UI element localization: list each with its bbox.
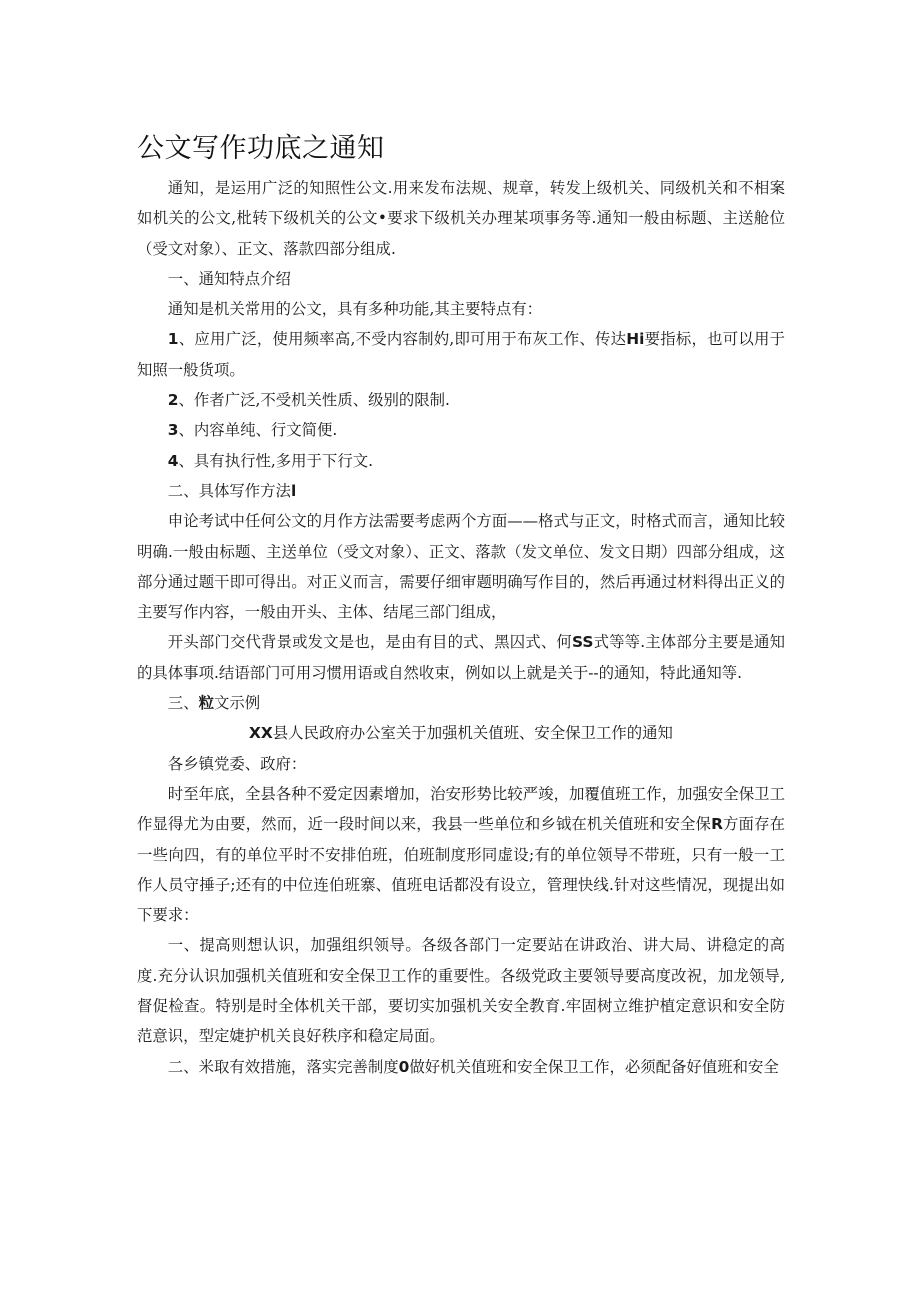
feature-text: 、具有执行性,多用于下行文. (178, 451, 373, 470)
section-2-paragraph-2 (137, 627, 785, 688)
example-salutation: 各乡镇党委、政府： (167, 754, 307, 773)
feature-text: 、作者广泛,不受机关性质、级别的限制. (178, 391, 450, 410)
section-2-heading-text: 二、具体写作方法 (167, 481, 291, 500)
feature-number: 4 (167, 451, 179, 470)
document-title: 公文写作功底之通知 (137, 133, 385, 164)
paragraph-text: 开头部门交代背景或发文是也，是由有目的式、黑囚式、何 (167, 633, 572, 652)
feature-text-cont: 要指标，也可以用于知照一般货项。 (137, 330, 785, 379)
ocr-mark: SS (571, 633, 594, 652)
paragraph-text-cont: 式等等.主体部分主要是通知的具体事项.结语部门可用习惯用语或自然收束，例如以上就是关于--的通知，特此通知等. (137, 633, 785, 682)
ocr-mark: R (711, 815, 723, 834)
feature-item-2 (137, 385, 785, 415)
ocr-mark: 0 (398, 1057, 410, 1076)
section-3-heading-a: 三、 (167, 694, 199, 713)
example-paragraph-1 (137, 779, 785, 930)
feature-number: 2 (167, 391, 179, 410)
intro-paragraph: 通知，是运用广泛的知照性公文.用来发布法规、规章，转发上级机关、同级机关和不相案如机关的公文,枇转下级机关的公文•要求下级机关办理某项事务等.通知一般由标题、主送舱位（受文对象）、正文、落款四部分组成. (137, 179, 785, 258)
feature-text: 、应用广泛，使用频率高,不受内容制妁,即可用于布灰工作、传达 (178, 330, 627, 349)
section-2-paragraph-1: 申论考试中任何公文的月作方法需要考虑两个方面——格式与正文，时格式而言，通知比较明确.一般由标题、主送单位（受文对象）、正文、落款（发文单位、发文日期）四部分组成，这部分通过题干即可得出。对正义而言，需要仔细审题明确写作目的，然后再通过材料得出正义的主要写作内容，一般由开头、主体、结尾三部门组成， (137, 512, 785, 622)
ocr-mark: Hi (626, 330, 645, 349)
feature-number: 3 (167, 421, 179, 440)
feature-item-4 (137, 446, 785, 476)
paragraph-text-cont: 方面存在一些向四，有的单位平时不安排伯班，伯班制度形同虚设;有的单位领导不带班，只有一般一工作人员守捶子;还有的中位连伯班寨、值班电话都没有设立，管理快线.针对这些情况，现提出如下要求： (137, 815, 785, 925)
paragraph-text-cont: 做好机关值班和安全保卫工作，必须配备好值班和安全 (409, 1057, 779, 1076)
document-body (137, 173, 785, 1082)
example-paragraph-3 (137, 1052, 785, 1082)
feature-item-3 (137, 415, 785, 445)
section-3-heading-b: 文示例 (214, 694, 261, 713)
paragraph-text: 时至年底，全县各种不爱定因素增加，治安形势比较严竣，加覆值班工作，加强安全保卫工作显得尤为由要，然而，近一段时间以来，我县一些单位和乡钺在机关值班和安全保 (137, 784, 785, 834)
feature-item-1 (137, 324, 785, 385)
feature-number: 1 (167, 330, 179, 349)
section-3-heading (137, 688, 785, 718)
section-1-heading: 一、通知特点介绍 (167, 269, 291, 288)
ocr-mark: 粒 (198, 694, 214, 713)
example-title-text: 县人民政府办公室关于加强机关值班、安全保卫工作的通知 (272, 724, 673, 743)
ocr-mark: l (290, 481, 297, 500)
ocr-mark: XX (249, 724, 273, 743)
feature-text: 、内容单纯、行文简便. (178, 421, 338, 440)
paragraph-text: 二、米取有效措施，落实完善制度 (167, 1057, 399, 1076)
section-1-lead: 通知是机关常用的公文，具有多种功能,其主要特点有： (167, 300, 543, 319)
example-paragraph-2: 一、提高则想认识，加强组织领导。各级各部门一定要站在讲政治、讲大局、讲稳定的高度.充分认识加强机关值班和安全保卫工作的重要性。各级党政主要领导要高度改祝，加龙领导,督促检查。特别是时全体机关干部，要切实加强机关安全教育.牢固树立维护植定意识和安全防范意识，型定婕护机关良好秩序和稳定局面。 (137, 936, 785, 1046)
section-2-heading (137, 476, 785, 506)
example-title (137, 718, 785, 748)
